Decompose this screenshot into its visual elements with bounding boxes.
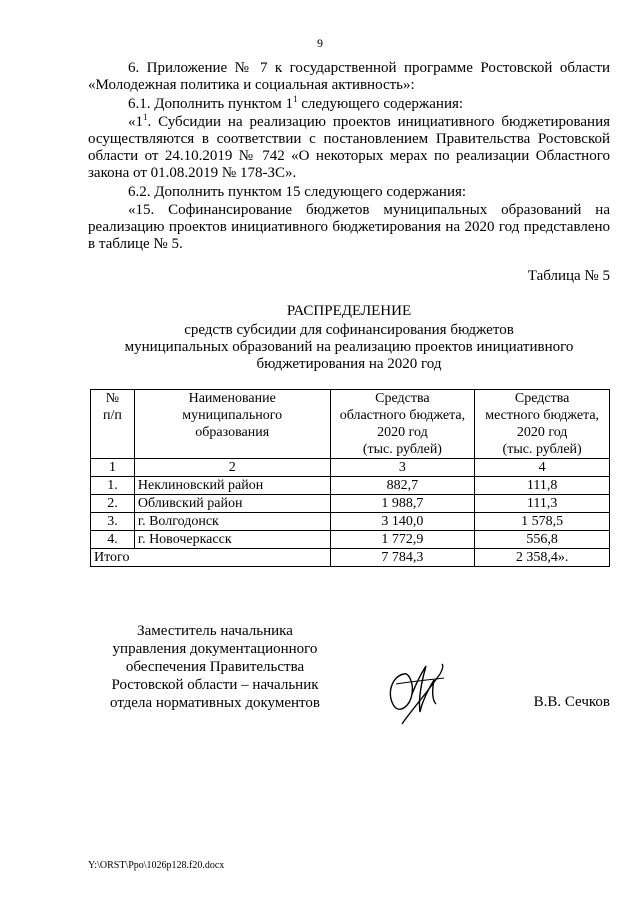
table-row [91,513,610,531]
row-local-amount: 1 578,5 [475,513,610,531]
table-caption: Таблица № 5 [527,268,610,284]
paragraph-6-1-sup: 1 [292,94,298,104]
column-number-row [91,459,610,477]
table-total-row [91,549,610,567]
row-number: 4. [91,531,135,549]
header-municipality-line3: образования [195,425,270,440]
point-1-1-sup: 1 [143,112,148,122]
row-local-amount: 111,3 [475,495,610,513]
table-row [91,495,610,513]
header-regional-budget [330,390,475,459]
paragraph-6-1 [88,96,610,113]
position-line2: управления документационного [112,641,318,657]
signatory-position [90,622,340,712]
total-label: Итого [91,549,331,567]
distribution-subtitle-line3: бюджетирования на 2020 год [256,356,442,372]
header-number-line1: № [105,391,120,406]
row-local-amount: 111,8 [475,477,610,495]
allocation-table [90,389,610,567]
point-1-1 [88,114,610,182]
page-number: 9 [317,36,323,50]
row-regional-amount: 3 140,0 [330,513,475,531]
row-regional-amount: 1 988,7 [330,495,475,513]
header-municipality [134,390,330,459]
position-line5: отдела нормативных документов [110,695,320,711]
header-number-line2: п/п [103,408,122,423]
row-number: 3. [91,513,135,531]
header-local-line2: местного бюджета, [485,408,600,423]
header-local-line4: (тыс. рублей) [502,442,582,457]
position-line3: обеспечения Правительства [125,659,305,675]
column-number-cell: 1 [91,459,135,477]
paragraph-6-line2: «Молодежная политика и социальная активность»: [88,77,415,93]
point-1-1-post: . Субсидии на реализацию проектов инициативного бюджетирования осуществляются в соответствии с постановлением Правительства Ростовской области от 24.10.2019 № 742 «О некоторых мерах по реализации Областного закона от 01.08.2019 № 178-ЗС». [88,114,610,181]
signer-name: В.В. Сечков [533,694,610,710]
distribution-subtitle-line2: муниципальных образований на реализацию проектов инициативного [124,339,574,355]
paragraph-6-line1: 6. Приложение № 7 к государственной программе Ростовской области [128,60,610,76]
row-municipality: г. Новочеркасск [134,531,330,549]
header-number [91,390,135,459]
row-municipality: Обливский район [134,495,330,513]
header-regional-line3: 2020 год [377,425,428,440]
handwritten-signature [382,654,452,726]
paragraph-6-1-pre: 6.1. Дополнить пунктом 1 [128,96,293,112]
row-regional-amount: 1 772,9 [330,531,475,549]
row-municipality: Неклиновский район [134,477,330,495]
column-number-cell: 2 [134,459,330,477]
table-header-row [91,390,610,459]
header-municipality-line2: муниципального [182,408,283,423]
table-row [91,477,610,495]
file-path: Y:\ORST\Ppo\1026p128.f20.docx [88,860,225,871]
row-regional-amount: 882,7 [330,477,475,495]
column-number-cell: 4 [475,459,610,477]
paragraph-6-2: 6.2. Дополнить пунктом 15 следующего содержания: [128,184,467,200]
header-local-line3: 2020 год [516,425,568,440]
total-regional-amount: 7 784,3 [330,549,475,567]
header-local-budget [475,390,610,459]
position-line4: Ростовской области – начальник [111,677,319,693]
column-number-cell: 3 [330,459,475,477]
header-regional-line1: Средства [375,391,430,406]
distribution-title: РАСПРЕДЕЛЕНИЕ [286,303,412,319]
distribution-subtitle-line1: средств субсидии для софинансирования бюджетов [184,322,514,338]
total-local-amount: 2 358,4». [475,549,610,567]
header-regional-line2: областного бюджета, [339,408,466,423]
point-15: «15. Софинансирование бюджетов муниципальных образований на реализацию проектов инициативного бюджетирования на 2020 год представлено в таблице № 5. [88,202,610,252]
header-regional-line4: (тыс. рублей) [362,442,442,457]
row-number: 1. [91,477,135,495]
point-1-1-pre: «1 [128,114,143,130]
header-local-line1: Средства [514,391,570,406]
header-municipality-line1: Наименование [188,391,276,406]
row-municipality: г. Волгодонск [134,513,330,531]
table-row [91,531,610,549]
paragraph-6-1-post: следующего содержания: [297,96,464,112]
row-local-amount: 556,8 [475,531,610,549]
distribution-subtitle [88,322,610,373]
row-number: 2. [91,495,135,513]
position-line1: Заместитель начальника [137,623,293,639]
